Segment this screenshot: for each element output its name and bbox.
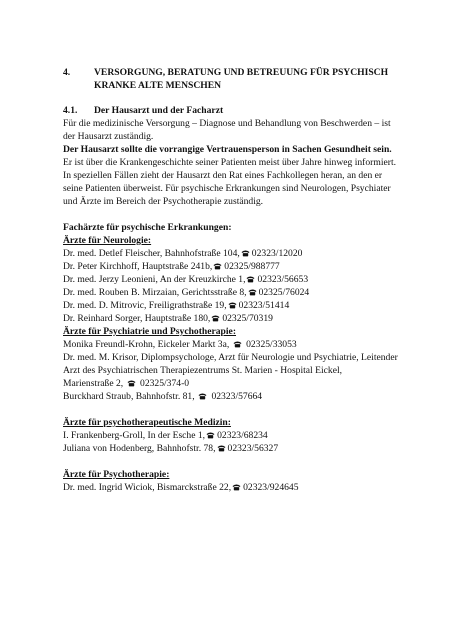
specialists-heading: Fachärzte für psychische Erkrankungen: <box>63 222 232 233</box>
entry-text: Monika Freundl-Krohn, Eickeler Markt 3a, <box>63 339 230 350</box>
list-item-line: Arzt des Psychiatrischen Therapiezentrums St. Marien - Hospital Eickel, <box>63 365 343 376</box>
entry-phone: 02323/12020 <box>251 248 303 259</box>
entry-phone: 02325/33053 <box>246 339 297 350</box>
intro-line: und Ärzte im Bereich der Psychotherapie zuständig. <box>63 196 264 207</box>
list-item <box>63 248 302 260</box>
entry-text: Dr. Peter Kirchhoff, Hauptstraße 241b, <box>63 261 213 272</box>
list-item <box>63 430 268 442</box>
intro-line: seine Patienten überweist. Für psychische Erkrankungen sind Neurologen, Psychiater <box>63 183 391 194</box>
phone-icon <box>213 262 222 270</box>
phone-icon <box>206 431 215 439</box>
psychiatry-heading: Ärzte für Psychiatrie und Psychotherapie: <box>63 326 237 337</box>
entry-text: Dr. med. Ingrid Wiciok, Bismarckstraße 22, <box>63 482 232 493</box>
entry-text: Juliana von Hodenberg, Bahnhofstr. 78, <box>63 443 216 454</box>
entry-phone: 02323/924645 <box>243 482 299 493</box>
phone-icon <box>246 275 255 283</box>
entry-phone: 02325/70319 <box>222 313 273 324</box>
intro-emphasis: Der Hausarzt sollte die vorrangige Vertrauensperson in Sachen Gesundheit sein. <box>63 144 392 155</box>
entry-phone: 02325/76024 <box>258 287 310 298</box>
entry-phone: 02323/57664 <box>211 391 263 402</box>
phone-icon <box>248 288 257 296</box>
list-item <box>63 482 299 494</box>
neurology-heading: Ärzte für Neurologie: <box>63 235 152 246</box>
list-item <box>63 313 273 325</box>
intro-line: der Hausarzt zuständig. <box>63 131 154 142</box>
entry-text: Dr. med. Rouben B. Mirzaian, Gerichtsstraße 8, <box>63 287 247 298</box>
subsection-number: 4.1. <box>63 105 78 116</box>
entry-text: Dr. med. Jerzy Leonieni, An der Kreuzkirche 1, <box>63 274 246 285</box>
phone-icon <box>241 249 250 257</box>
phone-icon <box>198 392 207 400</box>
list-item <box>63 300 289 312</box>
phone-icon <box>233 340 242 348</box>
phone-icon <box>217 444 226 452</box>
phone-icon <box>228 301 237 309</box>
list-item <box>63 378 189 390</box>
entry-phone: 02325/374-0 <box>140 378 190 389</box>
intro-line: Er ist über die Krankengeschichte seiner Patienten meist über Jahre hinweg informiert. <box>63 157 397 168</box>
entry-phone: 02323/68234 <box>217 430 268 441</box>
list-item <box>63 391 262 403</box>
psychotherapy-heading: Ärzte für Psychotherapie: <box>63 469 170 480</box>
phone-icon <box>232 483 241 491</box>
entry-text: I. Frankenberg-Groll, In der Esche 1, <box>63 430 206 441</box>
entry-phone: 02323/56653 <box>257 274 309 285</box>
section-title-line1: VERSORGUNG, BERATUNG UND BETREUUNG FÜR PSYCHISCH <box>94 67 389 78</box>
phone-icon <box>211 314 220 322</box>
entry-text: Dr. med. D. Mitrovic, Freiligrathstraße 19, <box>63 300 227 311</box>
subsection-title: Der Hausarzt und der Facharzt <box>94 105 224 116</box>
entry-text: Dr. med. Detlef Fleischer, Bahnhofstraße 104, <box>63 248 240 259</box>
list-item <box>63 287 309 299</box>
entry-phone: 02325/988777 <box>224 261 280 272</box>
list-item-line: Dr. med. M. Krisor, Diplompsychologe, Arzt für Neurologie und Psychiatrie, Leitender <box>63 352 398 363</box>
entry-phone: 02323/56327 <box>227 443 279 454</box>
entry-text: Marienstraße 2, <box>63 378 124 389</box>
entry-text: Burckhard Straub, Bahnhofstr. 81, <box>63 391 195 402</box>
entry-phone: 02323/51414 <box>238 300 290 311</box>
list-item <box>63 261 280 273</box>
section-number: 4. <box>63 67 71 78</box>
intro-line: In speziellen Fällen zieht der Hausarzt den Rat eines Fachkollegen heran, an den er <box>63 170 383 181</box>
list-item <box>63 443 278 455</box>
list-item <box>63 274 308 286</box>
psychotherapeutic-medicine-heading: Ärzte für psychotherapeutische Medizin: <box>63 417 231 428</box>
phone-icon <box>127 379 136 387</box>
intro-line: Für die medizinische Versorgung – Diagnose und Behandlung von Beschwerden – ist <box>63 118 391 129</box>
section-title-line2: KRANKE ALTE MENSCHEN <box>94 80 222 91</box>
entry-text: Dr. Reinhard Sorger, Hauptstraße 180, <box>63 313 211 324</box>
list-item <box>63 339 297 351</box>
